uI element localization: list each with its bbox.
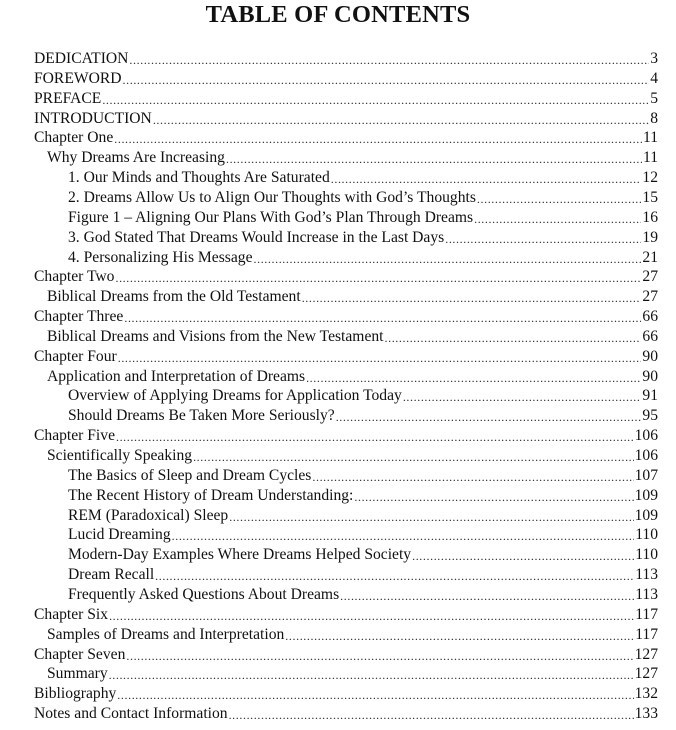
dot-leader xyxy=(445,232,641,247)
dot-leader xyxy=(340,589,634,604)
toc-entry[interactable] xyxy=(0,326,658,346)
dot-leader xyxy=(123,73,650,88)
toc-entry-title: Chapter Seven xyxy=(34,645,126,663)
toc-entry-title: Samples of Dreams and Interpretation xyxy=(47,625,285,643)
toc-entry[interactable] xyxy=(0,663,658,683)
toc-entry-title: The Recent History of Dream Understanding: xyxy=(68,486,354,504)
toc-entry-page-number: 110 xyxy=(635,526,658,544)
toc-entry[interactable] xyxy=(0,425,658,445)
dot-leader xyxy=(115,271,641,286)
toc-entry-title: Application and Interpretation of Dreams xyxy=(47,367,306,385)
toc-entry-title: Summary xyxy=(47,665,108,683)
toc-entry-page-number: 15 xyxy=(642,188,658,206)
toc-entry[interactable] xyxy=(0,88,658,108)
dot-leader xyxy=(403,390,642,405)
toc-entry[interactable] xyxy=(0,604,658,624)
toc-entry-title: Notes and Contact Information xyxy=(34,705,228,723)
toc-entry[interactable] xyxy=(0,366,658,386)
toc-entry-title: Bibliography xyxy=(34,685,117,703)
toc-entry[interactable] xyxy=(0,48,658,68)
toc-entry-page-number: 21 xyxy=(642,248,658,266)
toc-entry[interactable] xyxy=(0,683,658,703)
toc-entry[interactable] xyxy=(0,147,658,167)
toc-entry[interactable] xyxy=(0,465,658,485)
toc-entry[interactable] xyxy=(0,564,658,584)
toc-entry-page-number: 66 xyxy=(642,327,658,345)
toc-entry[interactable] xyxy=(0,266,658,286)
toc-entry-title: Frequently Asked Questions About Dreams xyxy=(68,585,340,603)
toc-entry-page-number: 109 xyxy=(634,506,658,524)
toc-entry[interactable] xyxy=(0,624,658,644)
toc-entry-title: Chapter Four xyxy=(34,347,117,365)
toc-entry-title: Chapter Five xyxy=(34,427,115,445)
page-title: TABLE OF CONTENTS xyxy=(205,1,471,28)
toc-entry-title: Overview of Applying Dreams for Application Today xyxy=(68,387,402,405)
toc-entry-page-number: 113 xyxy=(635,585,658,603)
toc-entry-page-number: 90 xyxy=(642,367,658,385)
toc-entry-page-number: 27 xyxy=(642,268,658,286)
toc-entry-title: INTRODUCTION xyxy=(34,109,152,127)
toc-entry[interactable] xyxy=(0,703,658,723)
toc-entry-page-number: 127 xyxy=(634,665,658,683)
toc-entry[interactable] xyxy=(0,207,658,227)
toc-entry-page-number: 90 xyxy=(642,347,658,365)
dot-leader xyxy=(477,192,642,207)
toc-entry-title: Why Dreams Are Increasing xyxy=(47,149,225,167)
toc-entry-page-number: 8 xyxy=(650,109,658,127)
toc-entry-page-number: 11 xyxy=(642,129,658,147)
toc-entry[interactable] xyxy=(0,227,658,247)
toc-entry[interactable] xyxy=(0,306,658,326)
dot-leader xyxy=(285,629,634,644)
dot-leader xyxy=(109,668,634,683)
toc-entry-page-number: 11 xyxy=(642,149,658,167)
dot-leader xyxy=(331,172,642,187)
dot-leader xyxy=(193,450,634,465)
toc-entry-title: Biblical Dreams and Visions from the New Testament xyxy=(47,327,384,345)
toc-entry-page-number: 16 xyxy=(642,208,658,226)
toc-entry-title: REM (Paradoxical) Sleep xyxy=(68,506,229,524)
toc-entry-page-number: 113 xyxy=(635,566,658,584)
dot-leader xyxy=(155,569,634,584)
toc-entry-title: 2. Dreams Allow Us to Align Our Thoughts with God’s Thoughts xyxy=(68,188,476,206)
toc-entry-title: Figure 1 – Aligning Our Plans With God’s Plan Through Dreams xyxy=(68,208,474,226)
toc-entry[interactable] xyxy=(0,385,658,405)
toc-entry-title: FOREWORD xyxy=(34,69,122,87)
dot-leader xyxy=(385,331,642,346)
toc-entry-title: Chapter Three xyxy=(34,308,124,326)
toc-entry[interactable] xyxy=(0,187,658,207)
toc-entry[interactable] xyxy=(0,68,658,88)
toc-entry-title: Modern-Day Examples Where Dreams Helped Society xyxy=(68,546,412,564)
toc-entry-page-number: 95 xyxy=(642,407,658,425)
toc-entry[interactable] xyxy=(0,108,658,128)
toc-entry[interactable] xyxy=(0,127,658,147)
toc-entry-page-number: 117 xyxy=(635,605,658,623)
toc-entry-title: 4. Personalizing His Message xyxy=(68,248,253,266)
dot-leader xyxy=(354,490,633,505)
dot-leader xyxy=(118,351,642,366)
toc-entry[interactable] xyxy=(0,167,658,187)
dot-leader xyxy=(474,212,641,227)
toc-entry-page-number: 12 xyxy=(642,169,658,187)
toc-entry[interactable] xyxy=(0,644,658,664)
toc-entry[interactable] xyxy=(0,524,658,544)
toc-entry[interactable] xyxy=(0,445,658,465)
toc-entry-title: Chapter Six xyxy=(34,605,109,623)
toc-entry-title: Dream Recall xyxy=(68,566,155,584)
toc-entry-title: Biblical Dreams from the Old Testament xyxy=(47,288,301,306)
toc-entry[interactable] xyxy=(0,247,658,267)
dot-leader xyxy=(153,113,649,128)
dot-leader xyxy=(117,688,633,703)
toc-entry-page-number: 107 xyxy=(634,466,658,484)
toc-entry-title: PREFACE xyxy=(34,89,102,107)
dot-leader xyxy=(124,311,641,326)
toc-entry[interactable] xyxy=(0,544,658,564)
dot-leader xyxy=(102,93,649,108)
toc-entry[interactable] xyxy=(0,346,658,366)
toc-entry-title: DEDICATION xyxy=(34,50,129,67)
toc-entry-title: 3. God Stated That Dreams Would Increase in the Last Days xyxy=(68,228,445,246)
toc-entry-title: Scientifically Speaking xyxy=(47,447,193,464)
dot-leader xyxy=(226,152,642,167)
dot-leader xyxy=(336,410,642,425)
toc-entry-title: 1. Our Minds and Thoughts Are Saturated xyxy=(68,169,330,187)
dot-leader xyxy=(412,549,634,564)
toc-entry-page-number: 132 xyxy=(634,685,658,703)
toc-entry-title: The Basics of Sleep and Dream Cycles xyxy=(68,466,312,484)
toc-entry-page-number: 117 xyxy=(635,625,658,643)
dot-leader xyxy=(114,132,642,147)
dot-leader xyxy=(306,371,641,386)
toc-entry-page-number: 5 xyxy=(650,89,658,107)
toc-entry-page-number: 127 xyxy=(634,645,658,663)
toc-entry-title: Lucid Dreaming xyxy=(68,526,171,544)
dot-leader xyxy=(254,252,642,267)
dot-leader xyxy=(302,291,642,306)
dot-leader xyxy=(229,510,633,525)
dot-leader xyxy=(129,53,649,68)
toc-entry-page-number: 91 xyxy=(642,387,658,405)
toc-entry-title: Chapter Two xyxy=(34,268,115,286)
toc-entry[interactable] xyxy=(0,405,658,425)
toc-entry-page-number: 19 xyxy=(642,228,658,246)
dot-leader xyxy=(126,649,633,664)
toc-entry-title: Should Dreams Be Taken More Seriously? xyxy=(68,407,335,425)
dot-leader xyxy=(172,529,635,544)
toc-entry-page-number: 106 xyxy=(634,427,658,445)
dot-leader xyxy=(312,470,633,485)
toc-entry-page-number: 66 xyxy=(642,308,658,326)
toc-entry-page-number: 3 xyxy=(650,50,658,67)
toc-entry[interactable] xyxy=(0,485,658,505)
toc-entry[interactable] xyxy=(0,286,658,306)
toc-entry-page-number: 109 xyxy=(634,486,658,504)
toc-entry-page-number: 27 xyxy=(642,288,658,306)
toc-entry-page-number: 110 xyxy=(635,546,658,564)
toc-entry-page-number: 133 xyxy=(634,705,658,723)
dot-leader xyxy=(109,609,634,624)
toc-entry[interactable] xyxy=(0,584,658,604)
toc-entry-page-number: 4 xyxy=(650,69,658,87)
dot-leader xyxy=(116,430,634,445)
dot-leader xyxy=(229,708,634,723)
toc-entry-title: Chapter One xyxy=(34,129,114,147)
toc-entry-page-number: 106 xyxy=(634,447,658,464)
toc-entry[interactable] xyxy=(0,505,658,525)
